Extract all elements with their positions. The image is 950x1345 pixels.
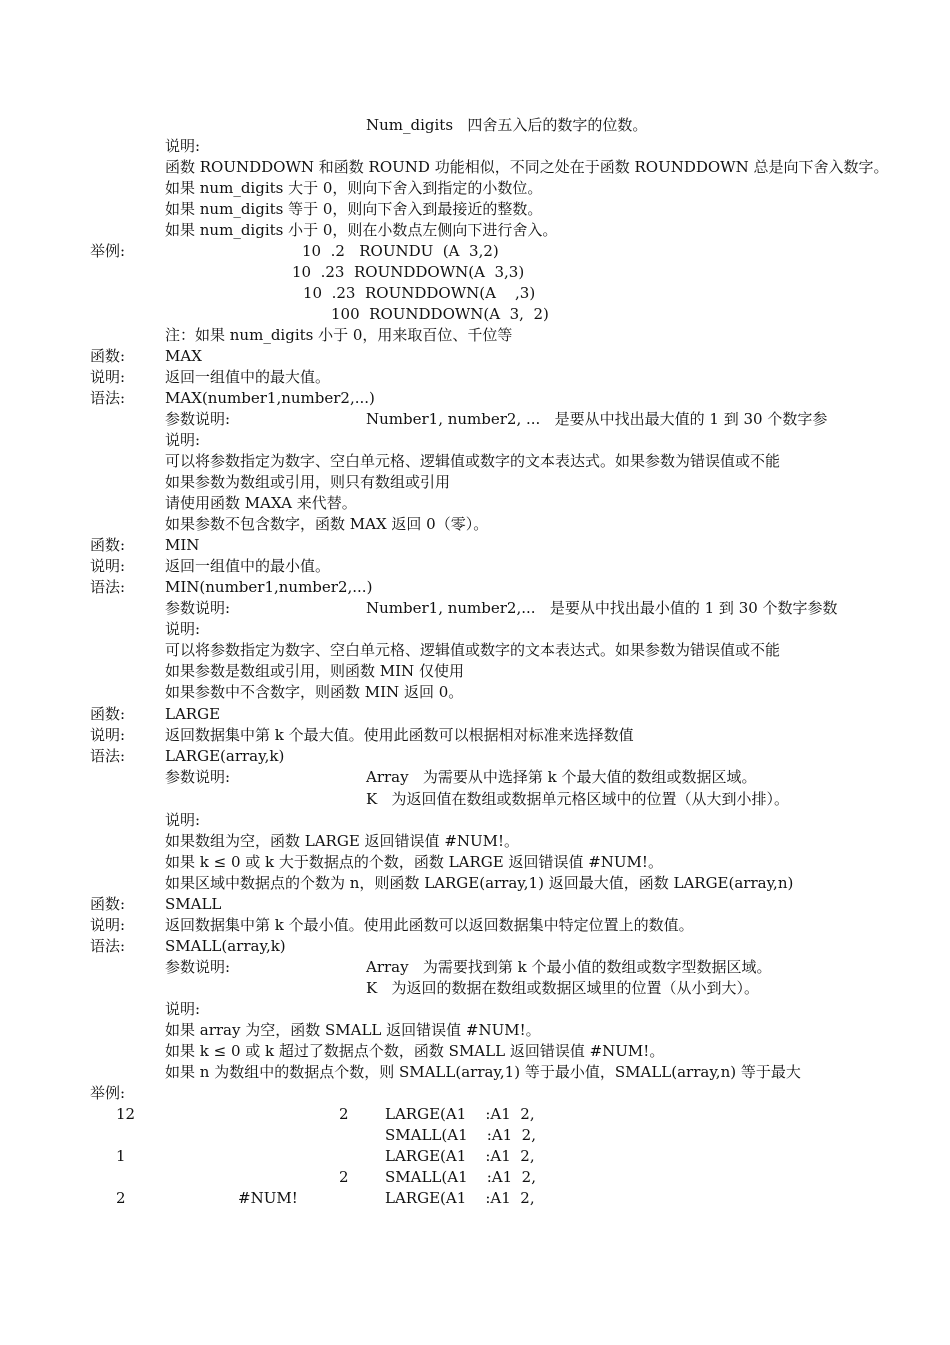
function-name-max: MAX [165,347,202,365]
min-note-3: 如果参数中不含数字，则函数 MIN 返回 0。 [165,683,464,701]
function-label: 函数: [90,705,126,723]
num-digits-description: Num_digits 四舍五入后的数字的位数。 [366,116,648,134]
description-label: 说明: [90,557,126,575]
cell-value: 1 [116,1147,126,1165]
rounddown-rule-3: 如果 num_digits 小于 0，则在小数点左侧向下进行舍入。 [165,221,558,239]
rounddown-description: 函数 ROUNDDOWN 和函数 ROUND 功能相似，不同之处在于函数 ROUNDDOWN 总是向下舍入数字。 [165,158,889,176]
cell-formula: LARGE(A1 :A1 2, [385,1147,535,1165]
small-note-1: 如果 array 为空，函数 SMALL 返回错误值 #NUM!。 [165,1021,541,1039]
large-description: 返回数据集中第 k 个最大值。使用此函数可以根据相对标准来选择数值 [165,726,634,744]
large-note-2: 如果 k ≤ 0 或 k 大于数据点的个数，函数 LARGE 返回错误值 #NUM!。 [165,853,663,871]
small-note-3: 如果 n 为数组中的数据点个数，则 SMALL(array,1) 等于最小值，SMALL(array,n) 等于最大 [165,1063,801,1081]
example-label: 举例: [90,242,126,260]
cell-value: 2 [116,1189,126,1207]
min-syntax: MIN(number1,number2,...) [165,578,373,596]
function-name-small: SMALL [165,895,222,913]
large-parameter-k: K 为返回值在数组或数据单元格区域中的位置（从大到小排）。 [366,790,790,808]
max-note-4: 如果参数不包含数字，函数 MAX 返回 0（零）。 [165,515,489,533]
description-label: 说明: [90,916,126,934]
small-parameter-k: K 为返回的数据在数组或数据区域里的位置（从小到大）。 [366,979,760,997]
max-syntax: MAX(number1,number2,...) [165,389,375,407]
description-label: 说明: [90,368,126,386]
cell-result: #NUM! [238,1189,298,1207]
min-note-1: 可以将参数指定为数字、空白单元格、逻辑值或数字的文本表达式。如果参数为错误值或不能 [165,641,781,659]
syntax-label: 语法: [90,937,126,955]
small-note-2: 如果 k ≤ 0 或 k 超过了数据点个数，函数 SMALL 返回错误值 #NUM!。 [165,1042,665,1060]
example-label: 举例: [90,1084,126,1102]
cell-formula: SMALL(A1 :A1 2, [385,1168,536,1186]
min-description: 返回一组值中的最小值。 [165,557,331,575]
note-heading: 说明: [165,620,201,638]
max-note-1: 可以将参数指定为数字、空白单元格、逻辑值或数字的文本表达式。如果参数为错误值或不能 [165,452,781,470]
parameter-label: 参数说明: [165,768,231,786]
note-heading: 说明: [165,137,201,155]
syntax-label: 语法: [90,747,126,765]
small-description: 返回数据集中第 k 个最小值。使用此函数可以返回数据集中特定位置上的数值。 [165,916,694,934]
parameter-label: 参数说明: [165,599,231,617]
large-note-1: 如果数组为空，函数 LARGE 返回错误值 #NUM!。 [165,832,520,850]
small-parameter-array: Array 为需要找到第 k 个最小值的数组或数字型数据区域。 [366,958,772,976]
max-note-2: 如果参数为数组或引用，则只有数组或引用 [165,473,451,491]
large-note-3: 如果区域中数据点的个数为 n，则函数 LARGE(array,1) 返回最大值，函数 LARGE(array,n) [165,874,794,892]
function-name-large: LARGE [165,705,221,723]
max-parameter-description: Number1, number2, ... 是要从中找出最大值的 1 到 30 个数字参 [366,410,828,428]
rounddown-example-2: 10 .23 ROUNDDOWN(A 3,3) [292,263,525,281]
large-parameter-array: Array 为需要从中选择第 k 个最大值的数组或数据区域。 [366,768,757,786]
min-note-2: 如果参数是数组或引用，则函数 MIN 仅使用 [165,662,464,680]
rounddown-rule-2: 如果 num_digits 等于 0，则向下舍入到最接近的整数。 [165,200,543,218]
max-note-3: 请使用函数 MAXA 来代替。 [165,494,357,512]
large-syntax: LARGE(array,k) [165,747,285,765]
note-heading: 说明: [165,431,201,449]
syntax-label: 语法: [90,389,126,407]
cell-formula: LARGE(A1 :A1 2, [385,1189,535,1207]
cell-formula: SMALL(A1 :A1 2, [385,1126,536,1144]
rounddown-example-1: 10 .2 ROUNDU (A 3,2) [302,242,499,260]
max-description: 返回一组值中的最大值。 [165,368,331,386]
syntax-label: 语法: [90,578,126,596]
small-syntax: SMALL(array,k) [165,937,286,955]
parameter-label: 参数说明: [165,410,231,428]
cell-k: 2 [339,1105,349,1123]
rounddown-rule-1: 如果 num_digits 大于 0，则向下舍入到指定的小数位。 [165,179,543,197]
function-label: 函数: [90,895,126,913]
note-heading: 说明: [165,811,201,829]
function-label: 函数: [90,536,126,554]
cell-formula: LARGE(A1 :A1 2, [385,1105,535,1123]
description-label: 说明: [90,726,126,744]
function-name-min: MIN [165,536,200,554]
note-heading: 说明: [165,1000,201,1018]
cell-k: 2 [339,1168,349,1186]
function-label: 函数: [90,347,126,365]
parameter-label: 参数说明: [165,958,231,976]
rounddown-example-4: 100 ROUNDDOWN(A 3, 2) [331,305,549,323]
min-parameter-description: Number1, number2,... 是要从中找出最小值的 1 到 30 个数字参数 [366,599,838,617]
cell-value: 12 [116,1105,136,1123]
rounddown-example-3: 10 .23 ROUNDDOWN(A ,3) [303,284,536,302]
rounddown-note: 注：如果 num_digits 小于 0，用来取百位、千位等 [165,326,513,344]
